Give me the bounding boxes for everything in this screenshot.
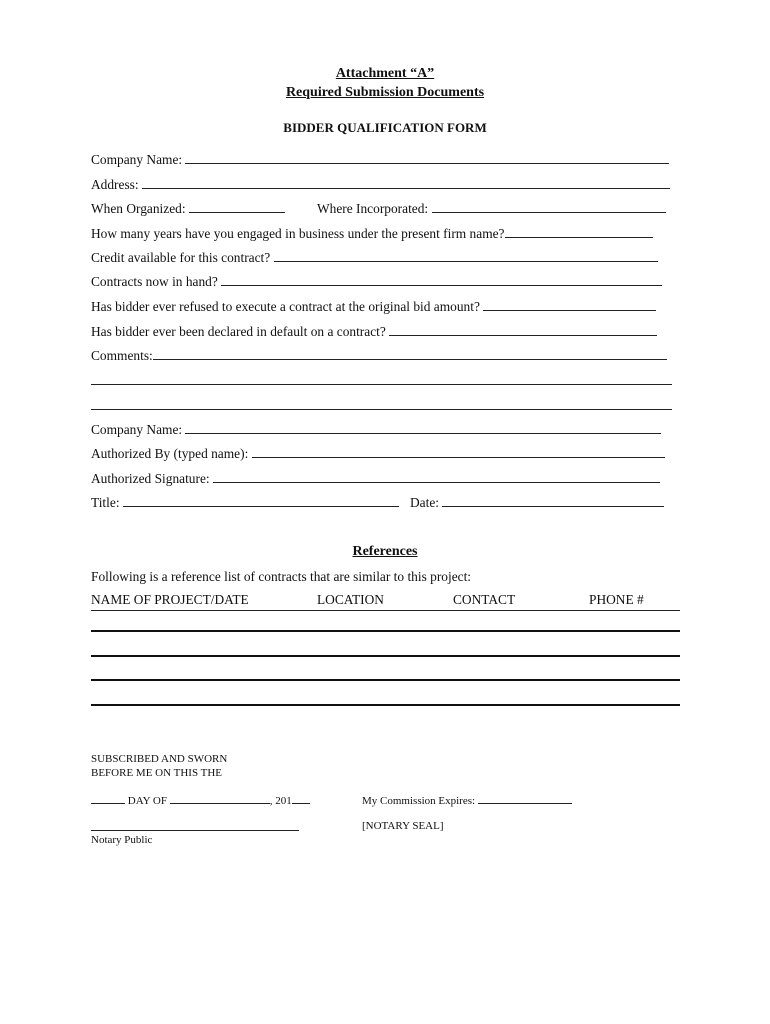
authorized-by-label: Authorized By (typed name): [91,446,249,461]
year-field[interactable] [292,793,310,804]
form-title: BIDDER QUALIFICATION FORM [283,120,487,135]
where-incorporated-row [317,200,666,217]
date-row [410,494,664,511]
years-business-label: How many years have you engaged in business under the present firm name? [91,226,505,241]
title-field[interactable] [123,494,399,507]
years-business-row [91,225,653,242]
commission-field[interactable] [478,793,572,804]
comments-line-2[interactable] [91,384,672,385]
subscribed-line-2: BEFORE ME ON THIS THE [91,767,222,779]
when-organized-row [91,200,285,217]
commission-label: My Commission Expires: [362,795,476,807]
address-row [91,176,670,193]
notary-signature-line[interactable] [91,830,299,831]
years-business-field[interactable] [505,225,653,238]
title-row [91,494,399,511]
comments-row [91,347,667,364]
authorized-signature-row [91,470,660,487]
notary-public-label: Notary Public [91,834,153,846]
declared-default-field[interactable] [389,323,657,336]
day-of-label: DAY OF [127,795,167,807]
date-label: Date: [410,495,439,510]
company-name-row [91,151,669,168]
declared-default-label: Has bidder ever been declared in default on a contract? [91,324,386,339]
contracts-in-hand-label: Contracts now in hand? [91,274,218,289]
reference-row-line[interactable] [91,704,680,706]
document-subtitle: Required Submission Documents [285,85,485,100]
attachment-title: Attachment “A” [335,66,435,81]
where-incorporated-field[interactable] [432,200,666,213]
reference-row-line[interactable] [91,679,680,681]
where-incorporated-label: Where Incorporated: [317,201,429,216]
company-name-label: Company Name: [91,152,183,167]
comments-label: Comments: [91,348,153,363]
authorized-by-row [91,445,665,462]
company-name-field[interactable] [185,151,669,164]
reference-row-line[interactable] [91,630,680,632]
notary-seal: [NOTARY SEAL] [362,820,444,832]
commission-row [362,793,572,808]
contracts-in-hand-row [91,273,662,290]
declared-default-row [91,323,657,340]
title-label: Title: [91,495,120,510]
comments-line-3[interactable] [91,409,672,410]
credit-available-field[interactable] [274,249,658,262]
day-field[interactable] [91,793,125,804]
credit-available-label: Credit available for this contract? [91,250,271,265]
when-organized-label: When Organized: [91,201,186,216]
comments-field[interactable] [153,347,667,360]
authorized-signature-field[interactable] [213,470,660,483]
company-name-2-label: Company Name: [91,422,183,437]
day-of-row [91,793,310,808]
address-field[interactable] [142,176,670,189]
column-header-contact: CONTACT [453,592,516,607]
references-intro: Following is a reference list of contracts that are similar to this project: [91,569,472,584]
refused-contract-label: Has bidder ever refused to execute a contract at the original bid amount? [91,299,480,314]
date-field[interactable] [442,494,664,507]
refused-contract-field[interactable] [483,298,656,311]
company-name-2-row [91,421,661,438]
credit-available-row [91,249,658,266]
references-heading: References [352,544,418,559]
contracts-in-hand-field[interactable] [221,273,662,286]
month-field[interactable] [170,793,270,804]
column-header-project: NAME OF PROJECT/DATE [91,592,249,607]
subscribed-line-1: SUBSCRIBED AND SWORN [91,753,228,765]
when-organized-field[interactable] [189,200,285,213]
address-label: Address: [91,177,139,192]
reference-row-line[interactable] [91,655,680,657]
year-prefix-label: , 201 [269,795,292,807]
authorized-by-field[interactable] [252,445,665,458]
column-header-location: LOCATION [317,592,384,607]
column-header-phone: PHONE # [589,592,644,607]
refused-contract-row [91,298,656,315]
company-name-2-field[interactable] [185,421,661,434]
authorized-signature-label: Authorized Signature: [91,471,210,486]
